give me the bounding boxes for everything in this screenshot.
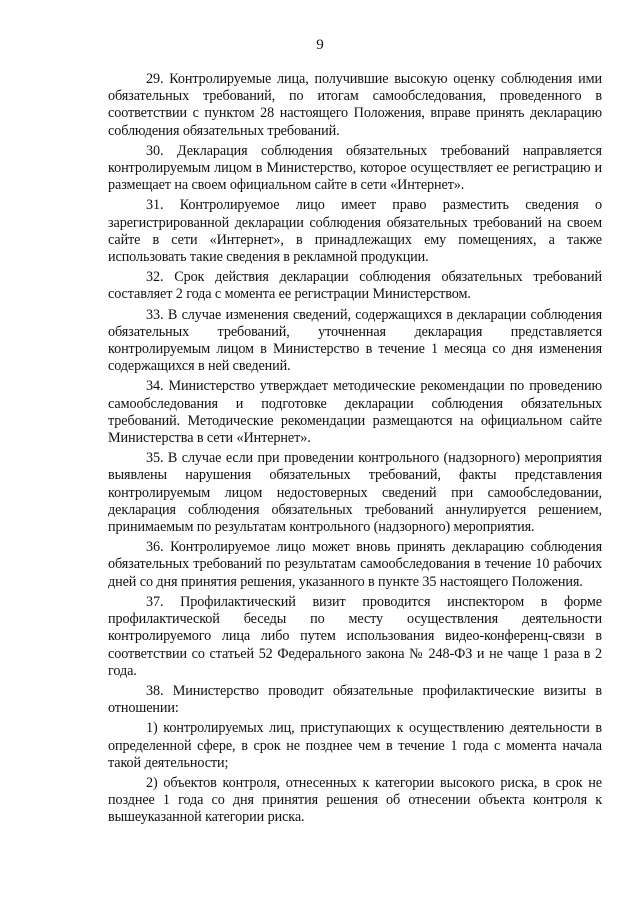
paragraph-35: 35. В случае если при проведении контрольного (надзорного) мероприятия выявлены нарушения обязательных требований, факты представления контролируемым лицом недостоверных сведений при самообследовании, декларация соблюдения обязательных требований аннулируется решением, принимаемым по результатам контрольного (надзорного) мероприятия. — [108, 450, 602, 536]
paragraph-31: 31. Контролируемое лицо имеет право разместить сведения о зарегистрированной декларации соблюдения обязательных требований на своем сайте в сети «Интернет», в принадлежащих ему помещениях, а также использовать такие сведения в рекламной продукции. — [108, 197, 602, 266]
paragraph-38: 38. Министерство проводит обязательные профилактические визиты в отношении: — [108, 682, 602, 717]
paragraph-36: 36. Контролируемое лицо может вновь принять декларацию соблюдения обязательных требований по результатам самообследования в течение 10 рабочих дней со дня принятия решения, указанного в пункте 35 настоящего Положения. — [108, 539, 602, 590]
paragraph-37: 37. Профилактический визит проводится инспектором в форме профилактической беседы по месту осуществления деятельности контролируемого лица либо путем использования видео-конференц-связи в соответствии со статьей 52 Федерального закона № 248-ФЗ и не чаще 1 раза в 2 года. — [108, 593, 602, 679]
paragraph-29: 29. Контролируемые лица, получившие высокую оценку соблюдения ими обязательных требований, по итогам самообследования, проведенного в соответствии с пунктом 28 настоящего Положения, вправе принять декларацию соблюдения обязательных требований. — [108, 71, 602, 139]
page-number: 9 — [316, 37, 324, 53]
document-body — [108, 71, 602, 830]
paragraph-33: 33. В случае изменения сведений, содержащихся в декларации соблюдения обязательных требований, уточненная декларация представляется контролируемым лицом в Министерство в течение 1 месяца со дня изменения содержащихся в ней сведений. — [108, 306, 602, 375]
paragraph-38-item-1: 1) контролируемых лиц, приступающих к осуществлению деятельности в определенной сфере, в срок не позднее чем в течение 1 года с момента начала такой деятельности; — [108, 720, 602, 771]
paragraph-34: 34. Министерство утверждает методические рекомендации по проведению самообследования и подготовке декларации соблюдения обязательных требований. Методические рекомендации размещаются на официальном сайте Министерства в сети «Интернет». — [108, 378, 602, 447]
paragraph-38-item-2: 2) объектов контроля, отнесенных к категории высокого риска, в срок не позднее 1 года со дня принятия решения об отнесении объекта контроля к вышеуказанной категории риска. — [108, 774, 602, 826]
paragraph-32: 32. Срок действия декларации соблюдения обязательных требований составляет 2 года с момента ее регистрации Министерством. — [108, 269, 602, 303]
paragraph-30: 30. Декларация соблюдения обязательных требований направляется контролируемым лицом в Министерство, которое осуществляет ее регистрацию и размещает на своем официальном сайте в сети «Интернет». — [108, 142, 602, 194]
